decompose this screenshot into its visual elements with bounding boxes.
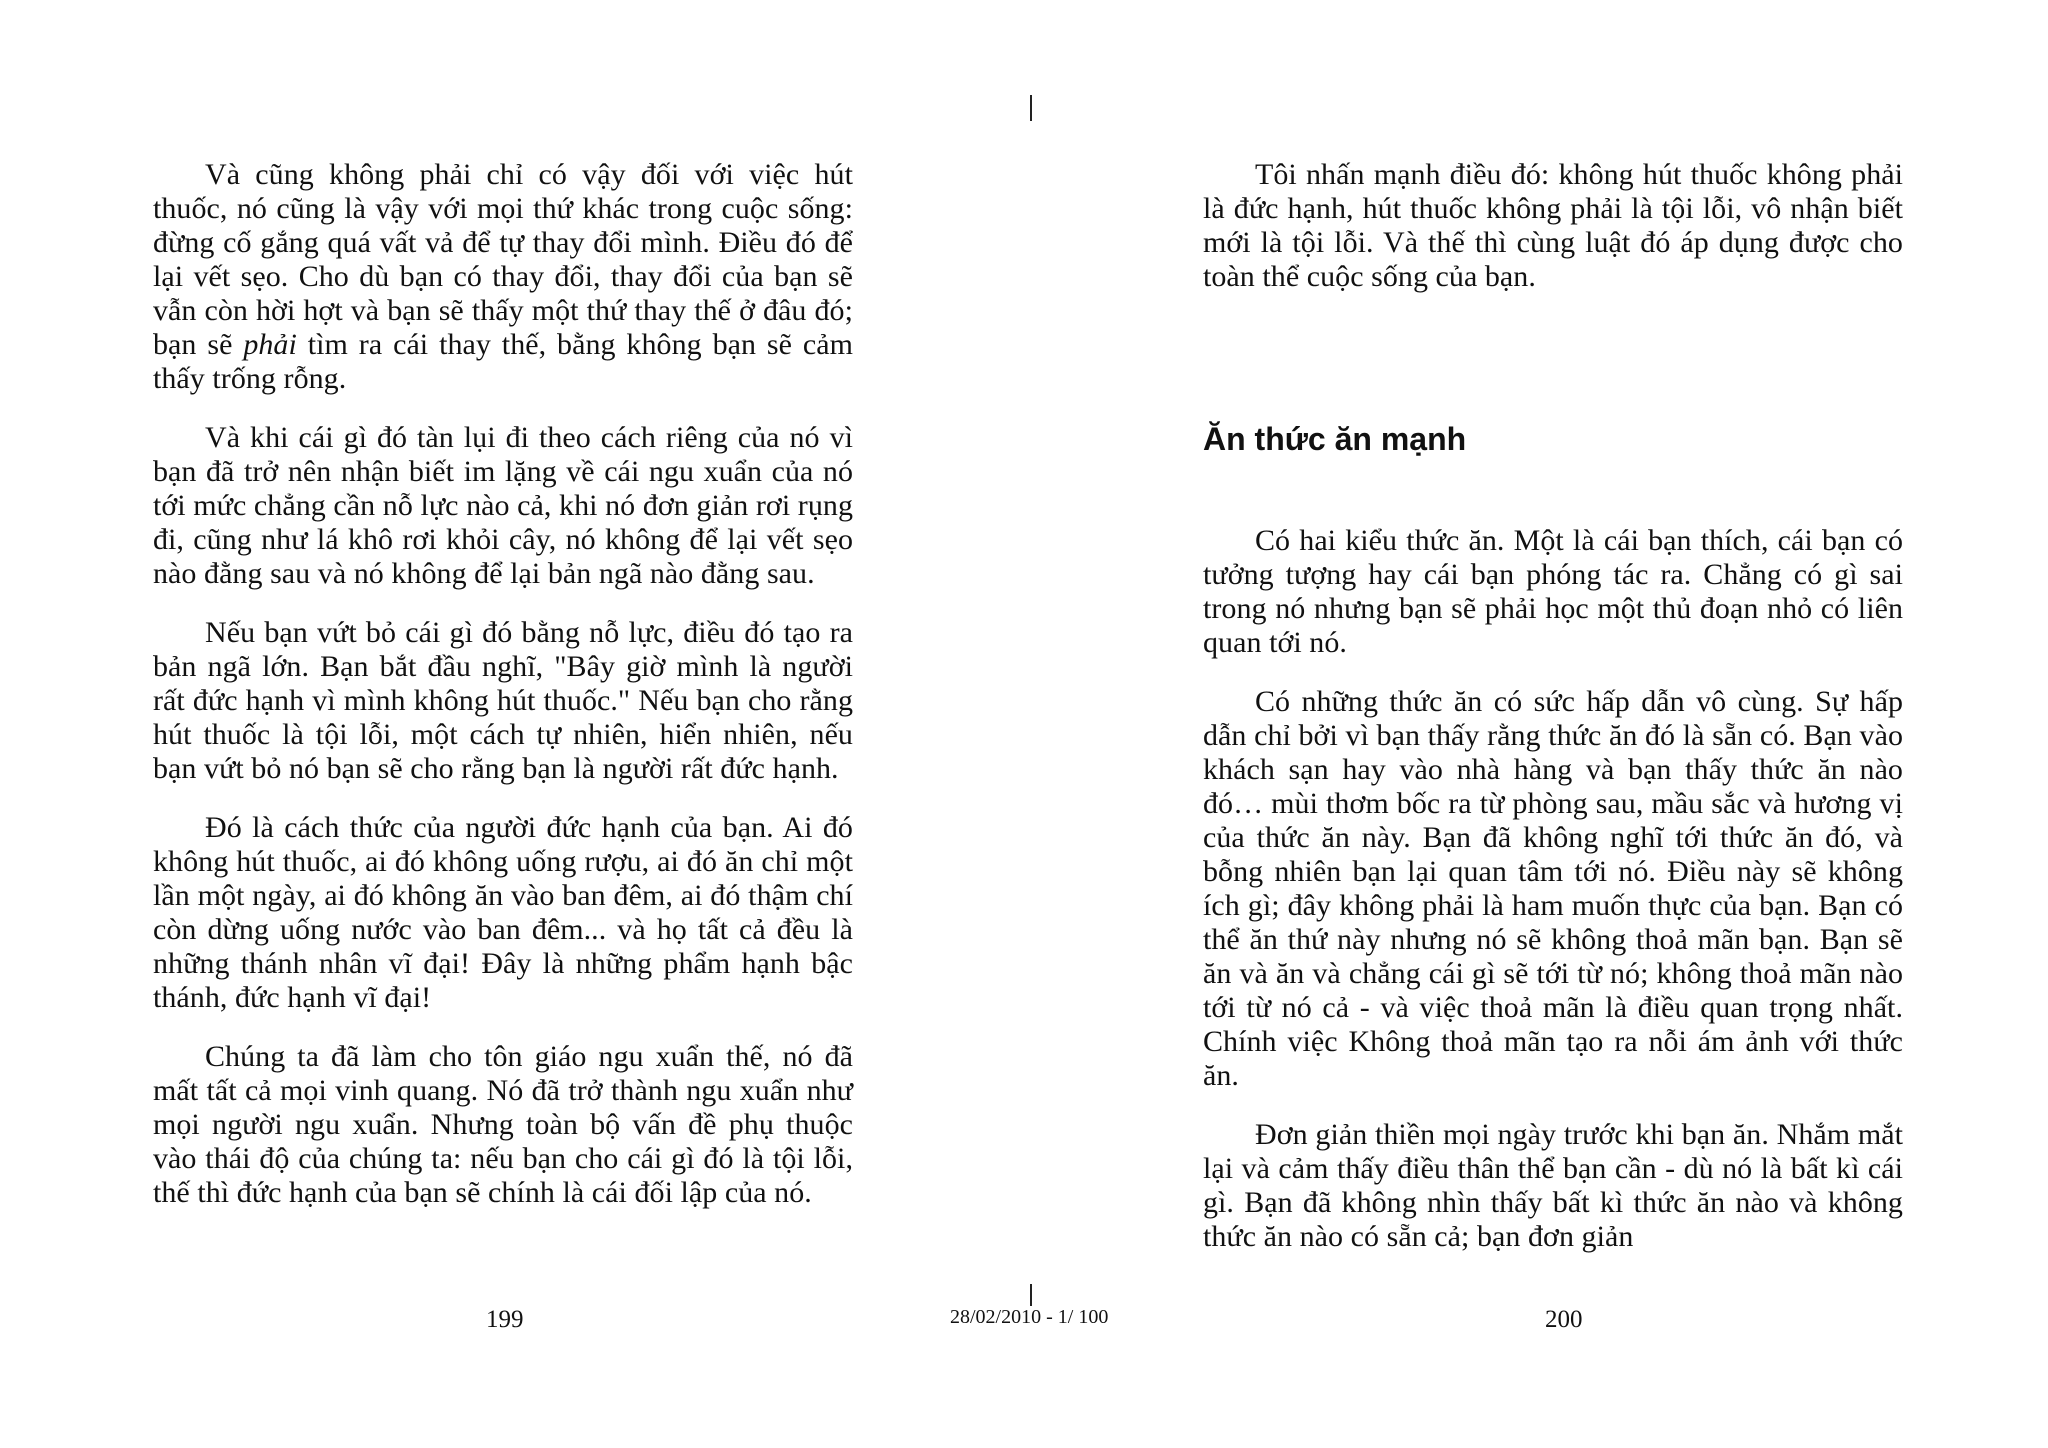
center-divider-top (1030, 95, 1032, 121)
left-paragraph-5: Chúng ta đã làm cho tôn giáo ngu xuẩn thế, nó đã mất tất cả mọi vinh quang. Nó đã trở thành ngu xuẩn như mọi người ngu xuẩn. Nhưng toàn bộ vấn đề phụ thuộc vào thái độ của chúng ta: nếu bạn cho cái gì đó là tội lỗi, thế thì đức hạnh của bạn sẽ chính là cái đối lập của nó. (153, 1040, 853, 1209)
left-paragraph-1-tail: tìm ra cái thay thế, bằng không bạn sẽ cảm thấy trống rỗng. (153, 328, 853, 395)
right-paragraph-1: Có hai kiểu thức ăn. Một là cái bạn thích, cái bạn có tưởng tượng hay cái bạn phóng tác ra. Chẳng có gì sai trong nó nhưng bạn sẽ phải học một thủ đoạn nhỏ có liên quan tới nó. (1203, 524, 1903, 659)
footer-date-page: 28/02/2010 - 1/ 100 (950, 1306, 1109, 1328)
left-page-number: 199 (486, 1306, 524, 1333)
left-paragraph-4: Đó là cách thức của người đức hạnh của bạn. Ai đó không hút thuốc, ai đó không uống rượu, ai đó ăn chỉ một lần một ngày, ai đó không ăn vào ban đêm, ai đó thậm chí còn dừng uống nước vào ban đêm... và họ tất cả đều là những thánh nhân vĩ đại! Đây là những phẩm hạnh bậc thánh, đức hạnh vĩ đại! (153, 811, 853, 1014)
right-intro (1203, 158, 1903, 319)
right-page-number: 200 (1545, 1306, 1583, 1333)
center-divider-bottom (1030, 1284, 1032, 1306)
left-paragraph-1 (153, 158, 853, 396)
left-paragraph-3: Nếu bạn vứt bỏ cái gì đó bằng nỗ lực, điều đó tạo ra bản ngã lớn. Bạn bắt đầu nghĩ, "Bây giờ mình là người rất đức hạnh vì mình không hút thuốc." Nếu bạn cho rằng hút thuốc là tội lỗi, một cách tự nhiên, hiển nhiên, nếu bạn vứt bỏ nó bạn sẽ cho rằng bạn là người rất đức hạnh. (153, 616, 853, 785)
right-section-body (1203, 524, 1903, 1279)
section-heading: Ăn thức ăn mạnh (1203, 421, 1467, 457)
right-paragraph-3: Đơn giản thiền mọi ngày trước khi bạn ăn. Nhắm mắt lại và cảm thấy điều thân thể bạn cần - dù nó là bất kì cái gì. Bạn đã không nhìn thấy bất kì thức ăn nào và không thức ăn nào có sẵn cả; bạn đơn giản (1203, 1118, 1903, 1253)
left-paragraph-1-text: Và cũng không phải chỉ có vậy đối với việc hút thuốc, nó cũng là vậy với mọi thứ khác trong cuộc sống: đừng cố gắng quá vất vả để tự thay đổi mình. Điều đó để lại vết sẹo. Cho dù bạn có thay đổi, thay đổi của bạn sẽ vẫn còn hời hợt và bạn sẽ thấy một thứ thay thế ở đâu đó; bạn sẽ (153, 158, 853, 361)
right-paragraph-2: Có những thức ăn có sức hấp dẫn vô cùng. Sự hấp dẫn chỉ bởi vì bạn thấy rằng thức ăn đó là sẵn có. Bạn vào khách sạn hay vào nhà hàng và bạn thấy thức ăn nào đó… mùi thơm bốc ra từ phòng sau, mầu sắc và hương vị của thức ăn này. Bạn đã không nghĩ tới thức ăn đó, và bỗng nhiên bạn lại quan tâm tới nó. Điều này sẽ không ích gì; đây không phải là ham muốn thực của bạn. Bạn có thể ăn thứ này nhưng nó sẽ không thoả mãn bạn. Bạn sẽ ăn và ăn và chẳng cái gì sẽ tới từ nó; không thoả mãn nào tới từ nó cả - và việc thoả mãn là điều quan trọng nhất. Chính việc Không thoả mãn tạo ra nỗi ám ảnh với thức ăn. (1203, 685, 1903, 1092)
right-intro-paragraph: Tôi nhấn mạnh điều đó: không hút thuốc không phải là đức hạnh, hút thuốc không phải là tội lỗi, vô nhận biết mới là tội lỗi. Và thế thì cùng luật đó áp dụng được cho toàn thể cuộc sống của bạn. (1203, 158, 1903, 293)
left-paragraph-2: Và khi cái gì đó tàn lụi đi theo cách riêng của nó vì bạn đã trở nên nhận biết im lặng về cái ngu xuẩn của nó tới mức chẳng cần nỗ lực nào cả, khi nó đơn giản rơi rụng đi, cũng như lá khô rơi khỏi cây, nó không để lại vết sẹo nào đằng sau và nó không để lại bản ngã nào đằng sau. (153, 421, 853, 590)
left-page (153, 158, 853, 1235)
emphasis-word: phải (243, 328, 297, 361)
